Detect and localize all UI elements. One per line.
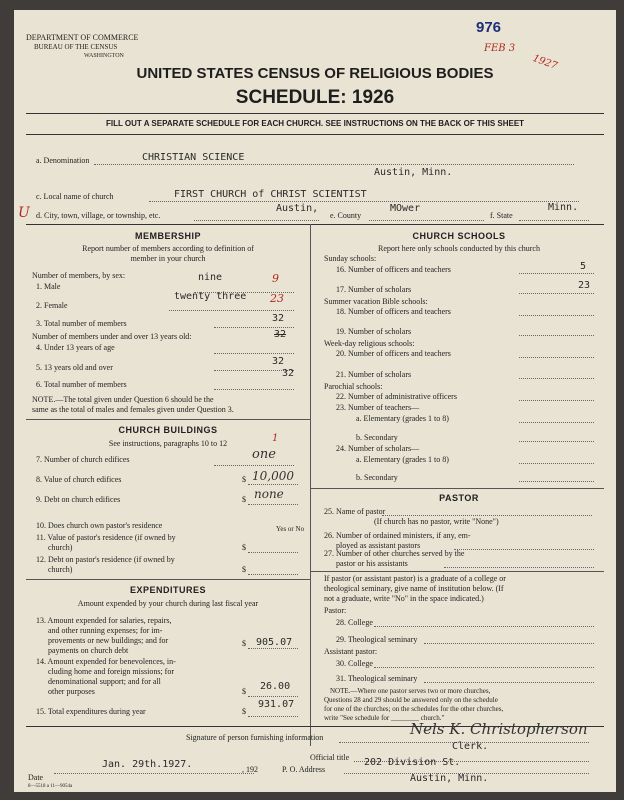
- exp-15-value: 931.07: [258, 699, 295, 710]
- q24-label: 24. Number of scholars—: [336, 444, 420, 453]
- value-dollar: $: [242, 475, 246, 484]
- exp-13-line-3: provements or new buildings; and for: [48, 636, 169, 645]
- state-value: Minn.: [548, 202, 579, 213]
- city-label: d. City, town, village, or township, etc.: [36, 211, 161, 220]
- exp-15-dollar: $: [242, 707, 246, 716]
- church-buildings-note: See instructions, paragraphs 10 to 12: [108, 439, 228, 448]
- total-members-value: 32: [272, 313, 285, 324]
- q30-label: 30. College: [336, 659, 373, 668]
- q27-label-2: pastor or his assistants: [336, 559, 408, 568]
- exp-14-line-1: 14. Amount expended for benevolences, in-: [36, 657, 176, 666]
- members-by-sex: Number of members, by sex:: [32, 271, 126, 280]
- parochial-schools: Parochial schools:: [324, 382, 383, 391]
- expenditures-heading: EXPENDITURES: [129, 585, 206, 595]
- q23-secondary: b. Secondary: [356, 433, 398, 442]
- pastor-label: Pastor:: [324, 606, 347, 615]
- bureau: BUREAU OF THE CENSUS: [34, 43, 118, 51]
- county-value: MOwer: [390, 203, 421, 214]
- female-label: 2. Female: [36, 301, 68, 310]
- pastor-footnote-3: for one of the churches; on the schedules for the other churches,: [324, 705, 504, 713]
- exp-14-line-3: denominational support; and for all: [48, 677, 161, 686]
- pastor-footnote-1: NOTE.—Where one pastor serves two or more churches,: [330, 687, 491, 695]
- margin-mark: U: [18, 205, 30, 221]
- pastor-heading: PASTOR: [439, 493, 479, 503]
- female-count: 23: [270, 292, 284, 305]
- state-label: f. State: [490, 211, 513, 220]
- signature-value: Nels K. Christopherson: [410, 720, 588, 738]
- under-13-label: 4. Under 13 years of age: [36, 343, 115, 352]
- po-address-city: Austin, Minn.: [410, 773, 489, 784]
- debt-edifices-label: 9. Debt on church edifices: [36, 495, 121, 504]
- exp-13-line-4: payments on church debt: [48, 646, 129, 655]
- over-13-label: 5. 13 years old and over: [36, 363, 113, 372]
- seminary-note-3: not a graduate, write "No" in the space indicated.): [324, 594, 484, 603]
- year-suffix: , 192: [242, 765, 258, 774]
- form-number: 976: [476, 19, 502, 36]
- residence-value-label: 11. Value of pastor's residence (if owned by: [36, 533, 176, 542]
- q18-label: 18. Number of officers and teachers: [336, 307, 451, 316]
- summer-schools: Summer vacation Bible schools:: [324, 297, 428, 306]
- church-buildings-heading: CHURCH BUILDINGS: [118, 425, 218, 435]
- value-edifices-value: 10,000: [252, 469, 294, 483]
- q16-value: 5: [580, 261, 587, 272]
- membership-note-2: member in your church: [130, 254, 206, 263]
- pastor-residence-label: 10. Does church own pastor's residence: [36, 521, 163, 530]
- census-form: [14, 10, 616, 792]
- signature-label: Signature of person furnishing information: [186, 733, 324, 742]
- q22-label: 22. Number of administrative officers: [336, 392, 457, 401]
- q24-secondary: b. Secondary: [356, 473, 398, 482]
- washington: WASHINGTON: [84, 53, 124, 59]
- expenditures-note: Amount expended by your church during last fiscal year: [77, 599, 259, 608]
- membership-heading: MEMBERSHIP: [134, 231, 201, 241]
- exp-14-line-2: cluding home and foreign missions; for: [48, 667, 174, 676]
- form-title: UNITED STATES CENSUS OF RELIGIOUS BODIES: [136, 65, 494, 82]
- q27-label: 27. Number of other churches served by the: [324, 549, 465, 558]
- county-label: e. County: [330, 211, 362, 220]
- exp-13-value: 905.07: [256, 637, 293, 648]
- po-address-label: P. O. Address: [282, 765, 326, 774]
- membership-footnote-2: same as the total of males and females given under Question 3.: [32, 405, 234, 414]
- exp-14-dollar: $: [242, 687, 246, 696]
- fill-out-instruction: FILL OUT A SEPARATE SCHEDULE FOR EACH CHURCH. SEE INSTRUCTIONS ON THE BACK OF THIS SHEET: [105, 119, 525, 128]
- church-schools-heading: CHURCH SCHOOLS: [412, 231, 506, 241]
- q24-elementary: a. Elementary (grades 1 to 8): [356, 455, 449, 464]
- age-question: Number of members under and over 13 years old:: [32, 332, 192, 341]
- received-stamp-year: 1927: [531, 53, 559, 73]
- sunday-schools: Sunday schools:: [324, 254, 377, 263]
- q17-value: 23: [578, 280, 591, 291]
- denomination-value: CHRISTIAN SCIENCE: [142, 152, 245, 163]
- print-code: 8—5518 a 11—9054a: [28, 784, 73, 789]
- residence-value-label-2: church): [48, 543, 73, 552]
- q19-label: 19. Number of scholars: [336, 327, 412, 336]
- membership-note-1: Report number of members according to definition of: [82, 244, 254, 253]
- denomination-location: Austin, Minn.: [374, 167, 453, 178]
- church-schools-note: Report here only schools conducted by this church: [378, 244, 540, 253]
- seminary-note-2: theological seminary, give name of institution below. (If: [324, 584, 504, 593]
- q21-label: 21. Number of scholars: [336, 370, 412, 379]
- weekday-schools: Week-day religious schools:: [324, 339, 415, 348]
- q17-label: 17. Number of scholars: [336, 285, 412, 294]
- assistant-pastor-label: Assistant pastor:: [324, 647, 378, 656]
- age-question-value: 32: [274, 329, 287, 340]
- value-edifices-label: 8. Value of church edifices: [36, 475, 122, 484]
- local-name-value: FIRST CHURCH of CHRIST SCIENTIST: [174, 189, 367, 200]
- q31-label: 31. Theological seminary: [336, 674, 418, 683]
- church-edifices-count: 1: [272, 433, 279, 444]
- city-value: Austin,: [276, 203, 319, 214]
- exp-13-dollar: $: [242, 639, 246, 648]
- q25-label: 25. Name of pastor: [324, 507, 386, 516]
- seminary-note-1: If pastor (or assistant pastor) is a graduate of a college or: [324, 574, 506, 583]
- q26-label: 26. Number of ordained ministers, if any, em-: [324, 531, 471, 540]
- male-count: 9: [272, 272, 279, 285]
- exp-14-value: 26.00: [260, 681, 291, 692]
- q26-label-2: ployed as assistant pastors: [336, 541, 421, 550]
- local-name-label: c. Local name of church: [36, 192, 114, 201]
- residence-dollar: $: [242, 543, 246, 552]
- date-value: Jan. 29th.1927.: [102, 759, 193, 770]
- schedule-title: SCHEDULE: 1926: [235, 87, 395, 108]
- total-members-label-2: 6. Total number of members: [36, 380, 127, 389]
- q29-label: 29. Theological seminary: [336, 635, 418, 644]
- q23-elementary: a. Elementary (grades 1 to 8): [356, 414, 449, 423]
- debt-edifices-value: none: [254, 487, 284, 501]
- official-title-value: Clerk.: [452, 741, 489, 752]
- received-stamp: FEB 3: [484, 43, 516, 54]
- residence-debt-dollar: $: [242, 565, 246, 574]
- male-label: 1. Male: [36, 282, 61, 291]
- church-edifices-label: 7. Number of church edifices: [36, 455, 130, 464]
- debt-dollar: $: [242, 495, 246, 504]
- date-label: Date: [28, 773, 44, 782]
- female-typed: twenty three: [174, 291, 247, 302]
- yes-or-no: Yes or No: [276, 525, 305, 533]
- official-title-label: Official title: [310, 753, 350, 762]
- q16-label: 16. Number of officers and teachers: [336, 265, 451, 274]
- membership-footnote-1: NOTE.—The total given under Question 6 should be the: [32, 395, 214, 404]
- exp-15-label: 15. Total expenditures during year: [36, 707, 146, 716]
- q25-note: (If church has no pastor, write "None"): [374, 517, 499, 526]
- department: DEPARTMENT OF COMMERCE: [26, 33, 139, 42]
- q28-label: 28. College: [336, 618, 373, 627]
- total-repeat-value: 32: [282, 368, 295, 379]
- exp-13-line-2: and other running expenses; for im-: [48, 626, 163, 635]
- q23-label: 23. Number of teachers—: [336, 403, 420, 412]
- over-13-value: 32: [272, 356, 285, 367]
- total-members-label: 3. Total number of members: [36, 319, 127, 328]
- pastor-footnote-2: Questions 28 and 29 should be answered only on the schedule: [324, 696, 498, 704]
- residence-debt-label-2: church): [48, 565, 73, 574]
- denomination-label: a. Denomination: [36, 156, 90, 165]
- church-edifices-value: one: [252, 447, 276, 462]
- exp-13-line-1: 13. Amount expended for salaries, repairs,: [36, 616, 172, 625]
- q20-label: 20. Number of officers and teachers: [336, 349, 451, 358]
- male-typed: nine: [198, 272, 223, 283]
- po-address-street: 202 Division St.: [364, 757, 461, 768]
- exp-14-line-4: other purposes: [48, 687, 95, 696]
- residence-debt-label: 12. Debt on pastor's residence (if owned by: [36, 555, 175, 564]
- pastor-footnote-4: write "See schedule for ________ church.": [324, 714, 445, 722]
